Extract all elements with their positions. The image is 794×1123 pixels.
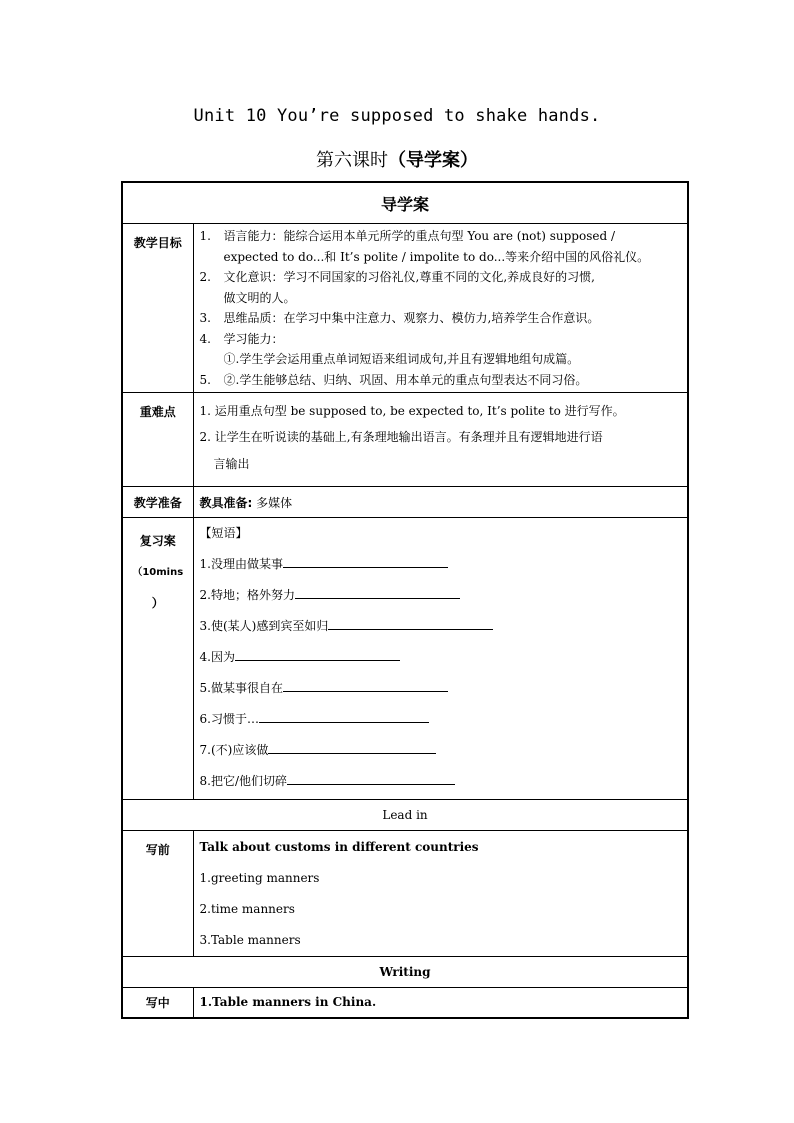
- answer-blank[interactable]: [283, 678, 448, 692]
- objectives-label: 教学目标: [122, 224, 193, 393]
- phrase-item: 6.习惯于…: [194, 704, 688, 735]
- prewriting-label: 写前: [122, 831, 193, 957]
- objective-line: 3. 思维品质：在学习中集中注意力、观察力、模仿力,培养学生合作意识。: [199, 311, 600, 325]
- study-guide-table: [121, 181, 689, 1019]
- prewriting-item: 1.greeting manners: [199, 871, 320, 885]
- key-points-label: 重难点: [122, 393, 193, 487]
- prewriting-heading: Talk about customs in different countries: [199, 840, 479, 854]
- phrase-item: 8.把它/他们切碎: [194, 766, 688, 797]
- unit-title: Unit 10 You’re supposed to shake hands.: [193, 106, 601, 126]
- phrase-item: 5.做某事很自在: [194, 673, 688, 704]
- objective-line: expected to do...和 It’s polite / impolite to do...等来介绍中国的风俗礼仪。: [223, 249, 650, 264]
- lesson-subtitle-tag: （导学案）: [388, 150, 478, 171]
- phrase-item: 4.因为: [194, 642, 688, 673]
- answer-blank[interactable]: [235, 647, 400, 661]
- key-point-2-cont: 言输出: [213, 457, 250, 471]
- lesson-subtitle: [0, 146, 794, 172]
- prep-bold: 教具准备:: [199, 495, 253, 510]
- answer-blank[interactable]: [287, 771, 455, 785]
- review-label: 复习案: [139, 534, 176, 548]
- prep-text: 多媒体: [252, 495, 293, 510]
- lead-in-row: Lead in: [122, 800, 688, 831]
- writing-row: Writing: [122, 957, 688, 988]
- phrase-item: 7.(不)应该做: [194, 735, 688, 766]
- review-label-cell: [122, 518, 193, 800]
- objective-line: 4. 学习能力：: [199, 331, 284, 346]
- answer-blank[interactable]: [328, 616, 493, 630]
- prewriting-item: 3.Table manners: [199, 933, 301, 947]
- review-content: [193, 518, 688, 800]
- objective-line: 1. 语言能力：能综合运用本单元所学的重点句型 You are (not) supposed /: [199, 229, 615, 243]
- review-heading: 【短语】: [199, 526, 248, 540]
- table-header: 导学案: [122, 182, 688, 224]
- while-writing-label: 写中: [122, 988, 193, 1018]
- objective-line: ①.学生学会运用重点单词短语来组词成句,并且有逻辑地组句成篇。: [223, 352, 580, 366]
- objectives-content: [193, 224, 688, 393]
- answer-blank[interactable]: [259, 709, 429, 723]
- objective-line: 5. ②.学生能够总结、归纳、巩固、用本单元的重点句型表达不同习俗。: [199, 372, 588, 387]
- answer-blank[interactable]: [268, 740, 436, 754]
- objective-line: 做文明的人。: [223, 290, 296, 305]
- prewriting-content: [193, 831, 688, 957]
- prewriting-item: 2.time manners: [199, 902, 295, 916]
- while-writing-content: 1.Table manners in China.: [193, 988, 688, 1018]
- key-points-content: [193, 393, 688, 487]
- key-point-1: 1. 运用重点句型 be supposed to, be expected to, It’s polite to 进行写作。: [199, 404, 625, 418]
- lesson-subtitle-main: 第六课时: [316, 150, 388, 171]
- prep-content: [193, 487, 688, 518]
- key-point-2: 2. 让学生在听说读的基础上,有条理地输出语言。有条理并且有逻辑地进行语: [199, 430, 603, 444]
- phrase-item: 1.没理由做某事: [194, 549, 688, 580]
- answer-blank[interactable]: [283, 554, 448, 568]
- answer-blank[interactable]: [295, 585, 460, 599]
- review-time: （10mins: [132, 567, 184, 578]
- review-time-close: ）: [151, 596, 164, 610]
- phrase-item: 3.使(某人)感到宾至如归: [194, 611, 688, 642]
- objective-line: 2. 文化意识：学习不同国家的习俗礼仪,尊重不同的文化,养成良好的习惯,: [199, 270, 595, 284]
- prep-label: 教学准备: [122, 487, 193, 518]
- phrase-item: 2.特地；格外努力: [194, 580, 688, 611]
